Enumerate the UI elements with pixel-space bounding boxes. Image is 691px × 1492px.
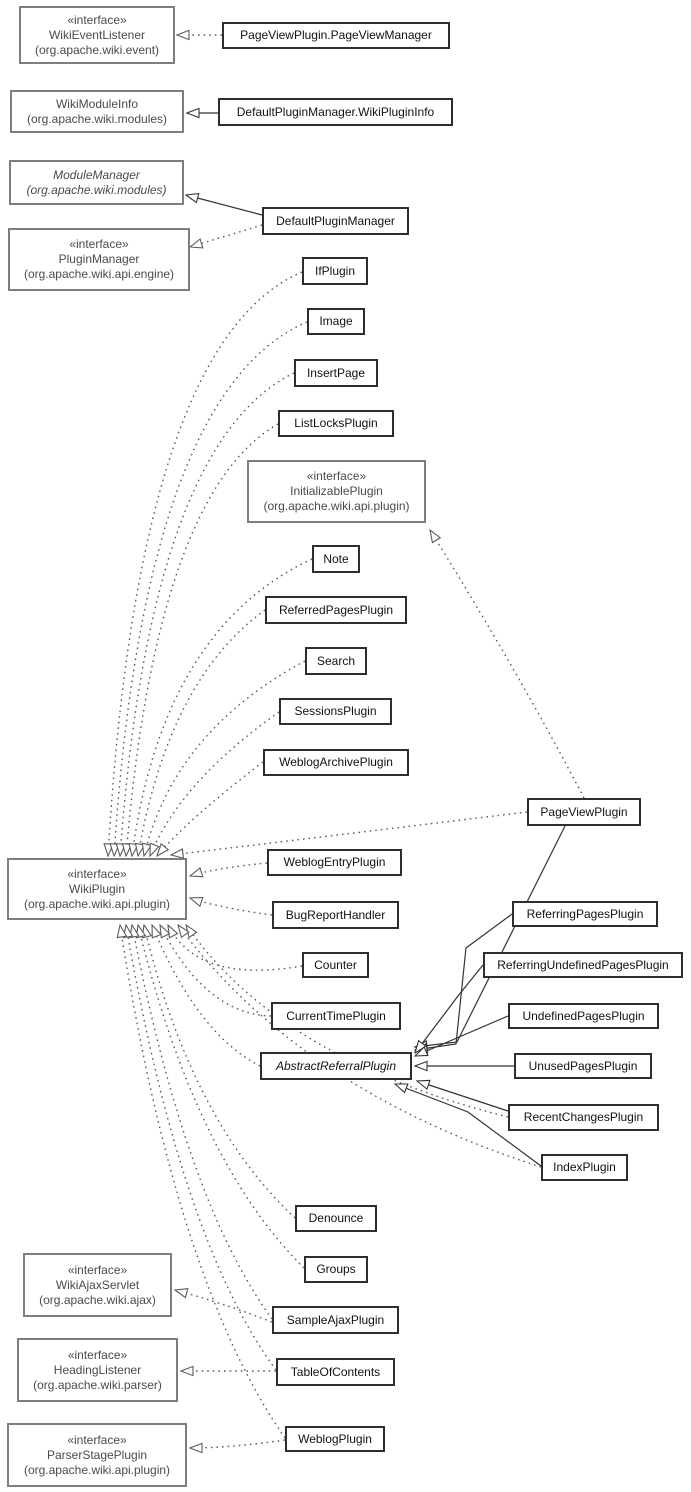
- stereotype-label: «interface»: [67, 1347, 128, 1362]
- edge-weblogplugin-parserstageplugin: [190, 1440, 285, 1448]
- class-name: InsertPage: [306, 365, 366, 380]
- class-image[interactable]: [307, 308, 365, 335]
- class-name: ReferringUndefinedPagesPlugin: [497, 957, 669, 972]
- class-abstractreferralplugin[interactable]: [260, 1052, 412, 1080]
- stereotype-label: «interface»: [67, 12, 127, 27]
- edge-weblogarchiveplugin-wikiplugin: [157, 762, 263, 856]
- class-name: PageViewPlugin.PageViewManager: [240, 28, 432, 42]
- class-name: Note: [323, 551, 349, 566]
- class-wikiplugin[interactable]: [7, 858, 187, 920]
- class-undefinedpagesplugin[interactable]: [508, 1003, 659, 1029]
- class-name: ParserStagePlugin: [46, 1447, 148, 1462]
- class-indexplugin[interactable]: [541, 1154, 628, 1181]
- edge-sessionsplugin-wikiplugin: [150, 712, 279, 856]
- class-name: Groups: [316, 1262, 356, 1276]
- stereotype-label: «interface»: [67, 1262, 128, 1277]
- package-label: (org.apache.wiki.modules): [26, 111, 168, 126]
- class-name: ModuleManager: [53, 167, 140, 182]
- class-recentchangesplugin[interactable]: [508, 1104, 659, 1131]
- package-label: (org.apache.wiki.api.engine): [23, 267, 175, 281]
- stereotype-label: «interface»: [67, 866, 127, 881]
- stereotype-label: «interface»: [306, 469, 367, 483]
- class-name: IndexPlugin: [553, 1160, 616, 1174]
- class-name: Counter: [314, 957, 357, 972]
- edge-recentchangesplugin-abstractreferralplugin: [417, 1081, 508, 1111]
- class-name: WeblogEntryPlugin: [283, 855, 386, 869]
- edge-defaultpluginmanager-pluginmanager: [190, 225, 262, 247]
- class-name: PageViewPlugin: [540, 804, 628, 819]
- class-name: Image: [319, 314, 353, 328]
- class-name: WikiEventListener: [48, 27, 146, 42]
- class-modulemanager[interactable]: [9, 160, 184, 205]
- edge-counter-wikiplugin: [168, 925, 302, 970]
- class-name: UnusedPagesPlugin: [528, 1058, 638, 1073]
- stereotype-label: «interface»: [69, 237, 129, 251]
- package-label: (org.apache.wiki.event): [34, 42, 160, 57]
- edge-defaultpluginmanager-modulemanager: [186, 195, 262, 215]
- class-name: RecentChangesPlugin: [523, 1110, 644, 1124]
- class-name: WikiAjaxServlet: [55, 1277, 140, 1292]
- class-ifplugin[interactable]: [302, 257, 368, 285]
- package-label: (org.apache.wiki.parser): [33, 1377, 162, 1392]
- class-insertpage[interactable]: [294, 359, 378, 387]
- class-name: Denounce: [308, 1211, 364, 1225]
- class-bugreporthandler[interactable]: [272, 901, 399, 929]
- edge-referredpagesplugin-wikiplugin: [138, 610, 265, 856]
- class-dpm-wikiplugininfo[interactable]: [218, 98, 453, 126]
- class-referredpagesplugin[interactable]: [265, 596, 407, 624]
- class-name: UndefinedPagesPlugin: [522, 1008, 645, 1023]
- class-name: Search: [316, 653, 356, 668]
- class-wikimoduleinfo[interactable]: [10, 90, 184, 133]
- class-weblogarchiveplugin[interactable]: [263, 749, 409, 776]
- class-name: ReferredPagesPlugin: [278, 602, 394, 617]
- class-note[interactable]: [312, 545, 360, 573]
- class-search[interactable]: [305, 647, 367, 675]
- class-pageviewplugin[interactable]: [527, 798, 641, 826]
- edge-undefinedpagesplugin-abstractreferralplugin: [415, 1016, 508, 1056]
- class-name: PluginManager: [58, 252, 140, 266]
- class-wikiajaxservlet[interactable]: [23, 1253, 172, 1317]
- class-listlocksplugin[interactable]: [278, 410, 394, 437]
- package-label: (org.apache.wiki.api.plugin): [263, 499, 410, 513]
- class-defaultpluginmanager[interactable]: [262, 207, 409, 235]
- class-name: DefaultPluginManager: [276, 213, 395, 228]
- class-weblogentryplugin[interactable]: [267, 849, 402, 876]
- class-name: ListLocksPlugin: [294, 416, 378, 430]
- class-name: AbstractReferralPlugin: [275, 1058, 397, 1073]
- class-sessionsplugin[interactable]: [279, 698, 392, 725]
- class-name: ReferringPagesPlugin: [526, 906, 644, 921]
- package-label: (org.apache.wiki.ajax): [39, 1292, 156, 1307]
- class-name: DefaultPluginManager.WikiPluginInfo: [236, 104, 435, 119]
- class-name: IfPlugin: [314, 263, 356, 278]
- edge-sampleajaxplugin-wikiajaxservlet: [175, 1290, 272, 1322]
- class-weblogplugin[interactable]: [285, 1426, 385, 1452]
- class-wikieventlistener[interactable]: [19, 6, 175, 64]
- edge-pageviewplugin-initializableplugin: [430, 530, 584, 798]
- package-label: (org.apache.wiki.api.plugin): [23, 1462, 171, 1477]
- package-label: (org.apache.wiki.modules): [26, 182, 167, 197]
- class-counter[interactable]: [302, 952, 369, 978]
- class-referringundefinedpagesplugin[interactable]: [483, 952, 683, 978]
- edge-weblogentryplugin-wikiplugin: [190, 863, 267, 876]
- class-pageviewmanager[interactable]: [222, 22, 450, 49]
- class-name: WeblogPlugin: [298, 1431, 372, 1446]
- class-denounce[interactable]: [295, 1205, 377, 1232]
- class-name: CurrentTimePlugin: [286, 1008, 386, 1023]
- class-name: TableOfContents: [290, 1364, 381, 1379]
- class-name: BugReportHandler: [285, 907, 386, 922]
- class-name: WeblogArchivePlugin: [279, 755, 393, 769]
- class-initializableplugin[interactable]: [247, 460, 426, 523]
- stereotype-label: «interface»: [67, 1432, 127, 1447]
- class-groups[interactable]: [304, 1256, 368, 1283]
- edge-abstractreferralplugin-wikiplugin: [152, 925, 260, 1066]
- class-headinglistener[interactable]: [17, 1338, 178, 1402]
- package-label: (org.apache.wiki.api.plugin): [23, 896, 171, 911]
- class-unusedpagesplugin[interactable]: [514, 1053, 652, 1079]
- class-name: SampleAjaxPlugin: [286, 1312, 385, 1327]
- edge-referringundefinedpagesplugin-abstractreferralplugin: [415, 965, 483, 1053]
- class-currenttimeplugin[interactable]: [271, 1002, 401, 1030]
- class-name: WikiModuleInfo: [55, 96, 139, 111]
- class-parserstageplugin[interactable]: [7, 1423, 187, 1487]
- class-sampleajaxplugin[interactable]: [272, 1306, 399, 1334]
- edge-bugreporthandler-wikiplugin: [190, 898, 272, 915]
- class-name: SessionsPlugin: [294, 704, 377, 718]
- class-pluginmanager[interactable]: [8, 228, 190, 291]
- class-name: HeadingListener: [53, 1362, 142, 1377]
- class-name: WikiPlugin: [68, 881, 125, 896]
- class-referringpagesplugin[interactable]: [512, 901, 658, 927]
- class-tableofcontents[interactable]: [276, 1358, 395, 1386]
- class-name: InitializablePlugin: [290, 484, 383, 498]
